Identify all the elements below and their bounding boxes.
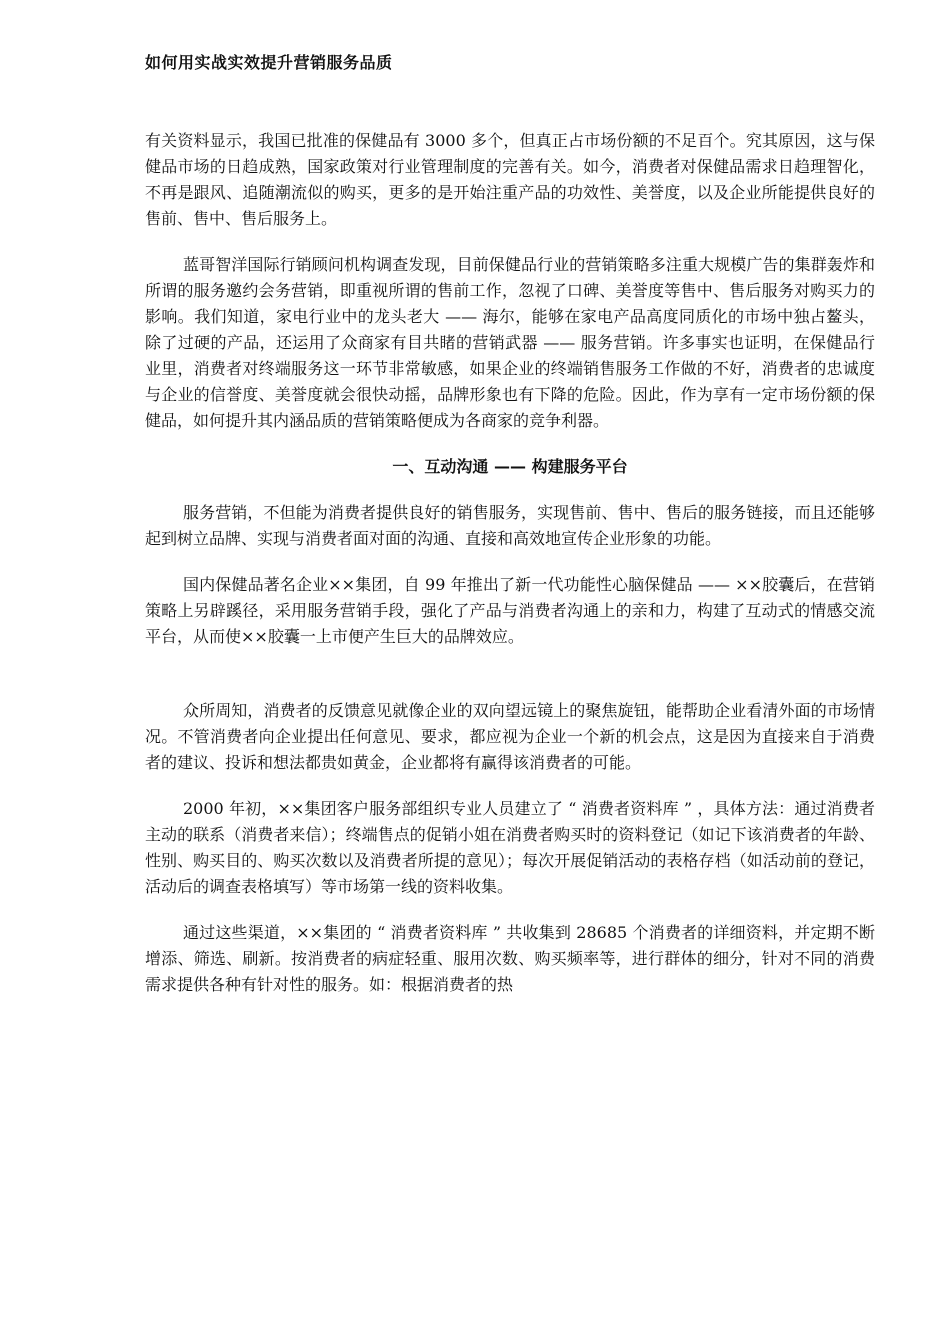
blank-line [145,670,875,698]
paragraph-service-marketing: 服务营销，不但能为消费者提供良好的销售服务，实现售前、售中、售后的服务链接，而且还能够起到树立品牌、实现与消费者面对面的沟通、直接和高效地宣传企业形象的功能。 [145,503,875,548]
paragraph-feedback: 众所周知，消费者的反馈意见就像企业的双向望远镜上的聚焦旋钮，能帮助企业看清外面的市场情况。不管消费者向企业提出任何意见、要求，都应视为企业一个新的机会点，这是因为直接来自于消费者的建议、投诉和想法都贵如黄金，企业都将有赢得该消费者的可能。 [145,701,875,772]
paragraph-database: 2000 年初，××集团客户服务部组织专业人员建立了 “ 消费者资料库 ” ，具体方法：通过消费者主动的联系（消费者来信）；终端售点的促销小姐在消费者购买时的资料登记（如记下该消费者的年龄、性别、购买目的、购买次数以及消费者所提的意见）；每次开展促销活动的表格存档（如活动前的登记，活动后的调查表格填写）等市场第一线的资料收集。 [145,799,875,896]
paragraph-intro: 有关资料显示，我国已批准的保健品有 3000 多个，但真正占市场份额的不足百个。究其原因，这与保健品市场的日趋成熟，国家政策对行业管理制度的完善有关。如今，消费者对保健品需求日趋理智化，不再是跟风、追随潮流似的购买，更多的是开始注重产品的功效性、美誉度，以及企业所能提供良好的售前、售中、售后服务上。 [145,131,875,228]
paragraph-channels: 通过这些渠道，××集团的 “ 消费者资料库 ” 共收集到 28685 个消费者的详细资料，并定期不断增添、筛选、刷新。按消费者的病症轻重、服用次数、购买频率等，进行群体的细分，针对不同的消费需求提供各种有针对性的服务。如：根据消费者的热 [145,923,875,994]
document-title: 如何用实战实效提升营销服务品质 [145,53,393,72]
paragraph-company-case: 国内保健品著名企业××集团，自 99 年推出了新一代功能性心脑保健品 —— ××胶囊后，在营销策略上另辟蹊径，采用服务营销手段，强化了产品与消费者沟通上的亲和力，构建了互动式的情感交流平台，从而使××胶囊一上市便产生巨大的品牌效应。 [145,575,875,646]
document-body [145,128,875,1018]
paragraph-survey: 蓝哥智洋国际行销顾问机构调查发现，目前保健品行业的营销策略多注重大规模广告的集群轰炸和所谓的服务邀约会务营销，即重视所谓的售前工作，忽视了口碑、美誉度等售中、售后服务对购买力的影响。我们知道，家电行业中的龙头老大 —— 海尔，能够在家电产品高度同质化的市场中独占鳌头，除了过硬的产品，还运用了众商家有目共睹的营销武器 —— 服务营销。许多事实也证明，在保健品行业里，消费者对终端服务这一环节非常敏感，如果企业的终端销售服务工作做的不好，消费者的忠诚度与企业的信誉度、美誉度就会很快动摇，品牌形象也有下降的危险。因此，作为享有一定市场份额的保健品，如何提升其内涵品质的营销策略便成为各商家的竞争利器。 [145,255,875,430]
section-heading: 一、互动沟通 —— 构建服务平台 [392,457,628,476]
